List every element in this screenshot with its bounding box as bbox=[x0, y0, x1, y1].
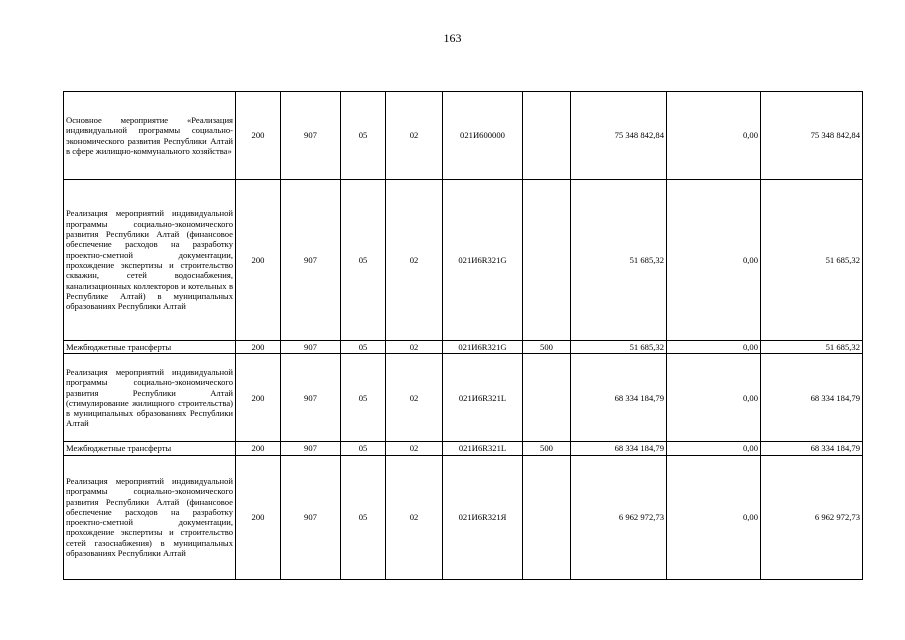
subsection-code: 02 bbox=[386, 354, 443, 442]
amount-col2: 0,00 bbox=[667, 92, 761, 180]
table-row bbox=[64, 180, 863, 341]
expense-type-code bbox=[523, 180, 571, 341]
subsection-code: 02 bbox=[386, 92, 443, 180]
amount-total: 51 685,32 bbox=[571, 180, 667, 341]
section-code: 05 bbox=[341, 455, 386, 579]
table-row bbox=[64, 442, 863, 455]
admin-code: 200 bbox=[236, 341, 281, 354]
table-row bbox=[64, 455, 863, 579]
expense-type-code bbox=[523, 354, 571, 442]
target-code: 021И6R321G bbox=[443, 180, 523, 341]
admin-code: 200 bbox=[236, 180, 281, 341]
expense-type-code: 500 bbox=[523, 442, 571, 455]
amount-total: 6 962 972,73 bbox=[571, 455, 667, 579]
row-name: Реализация мероприятий индивидуальной программы социально-экономического развития Республики Алтай (стимулирование жилищного строительства) в муниципальных образованиях Республики Алтай bbox=[64, 354, 236, 442]
subsection-code: 02 bbox=[386, 180, 443, 341]
amount-col3: 51 685,32 bbox=[761, 180, 863, 341]
admin-code: 200 bbox=[236, 442, 281, 455]
admin-code: 200 bbox=[236, 455, 281, 579]
expense-type-code bbox=[523, 92, 571, 180]
amount-col2: 0,00 bbox=[667, 455, 761, 579]
target-code: 021И6R321G bbox=[443, 341, 523, 354]
row-name: Межбюджетные трансферты bbox=[64, 442, 236, 455]
expense-type-code bbox=[523, 455, 571, 579]
amount-col3: 68 334 184,79 bbox=[761, 442, 863, 455]
amount-total: 51 685,32 bbox=[571, 341, 667, 354]
row-name: Межбюджетные трансферты bbox=[64, 341, 236, 354]
row-name: Реализация мероприятий индивидуальной программы социально-экономического развития Республики Алтай (финансовое обеспечение расходов на разработку проектно-сметной документации, прохождение экспертизы и строительство сетей газоснабжения) в муниципальных образованиях Республики Алтай bbox=[64, 455, 236, 579]
row-name: Реализация мероприятий индивидуальной программы социально-экономического развития Республики Алтай (финансовое обеспечение расходов на разработку проектно-сметной документации, прохождение экспертизы и строительство скважин, сетей водоснабжения, канализационных коллекторов и котельных в Республике Алтай) в муниципальных образованиях Республики Алтай bbox=[64, 180, 236, 341]
amount-col2: 0,00 bbox=[667, 180, 761, 341]
ministry-code: 907 bbox=[281, 92, 341, 180]
expense-type-code: 500 bbox=[523, 341, 571, 354]
subsection-code: 02 bbox=[386, 341, 443, 354]
subsection-code: 02 bbox=[386, 455, 443, 579]
admin-code: 200 bbox=[236, 92, 281, 180]
amount-total: 68 334 184,79 bbox=[571, 354, 667, 442]
ministry-code: 907 bbox=[281, 442, 341, 455]
section-code: 05 bbox=[341, 341, 386, 354]
target-code: 021И6R321Я bbox=[443, 455, 523, 579]
target-code: 021И6R321L bbox=[443, 354, 523, 442]
ministry-code: 907 bbox=[281, 341, 341, 354]
ministry-code: 907 bbox=[281, 354, 341, 442]
amount-col2: 0,00 bbox=[667, 442, 761, 455]
amount-col3: 51 685,32 bbox=[761, 341, 863, 354]
amount-col3: 6 962 972,73 bbox=[761, 455, 863, 579]
table-row bbox=[64, 92, 863, 180]
page-number: 163 bbox=[443, 31, 462, 45]
budget-table bbox=[63, 91, 863, 580]
amount-total: 68 334 184,79 bbox=[571, 442, 667, 455]
amount-col3: 68 334 184,79 bbox=[761, 354, 863, 442]
admin-code: 200 bbox=[236, 354, 281, 442]
target-code: 021И600000 bbox=[443, 92, 523, 180]
target-code: 021И6R321L bbox=[443, 442, 523, 455]
section-code: 05 bbox=[341, 180, 386, 341]
section-code: 05 bbox=[341, 354, 386, 442]
table-row bbox=[64, 354, 863, 442]
section-code: 05 bbox=[341, 92, 386, 180]
amount-total: 75 348 842,84 bbox=[571, 92, 667, 180]
amount-col2: 0,00 bbox=[667, 341, 761, 354]
amount-col2: 0,00 bbox=[667, 354, 761, 442]
table-row bbox=[64, 341, 863, 354]
row-name: Основное мероприятие «Реализация индивидуальной программы социально-экономического развития Республики Алтай в сфере жилищно-коммунального хозяйства» bbox=[64, 92, 236, 180]
amount-col3: 75 348 842,84 bbox=[761, 92, 863, 180]
ministry-code: 907 bbox=[281, 455, 341, 579]
subsection-code: 02 bbox=[386, 442, 443, 455]
section-code: 05 bbox=[341, 442, 386, 455]
ministry-code: 907 bbox=[281, 180, 341, 341]
